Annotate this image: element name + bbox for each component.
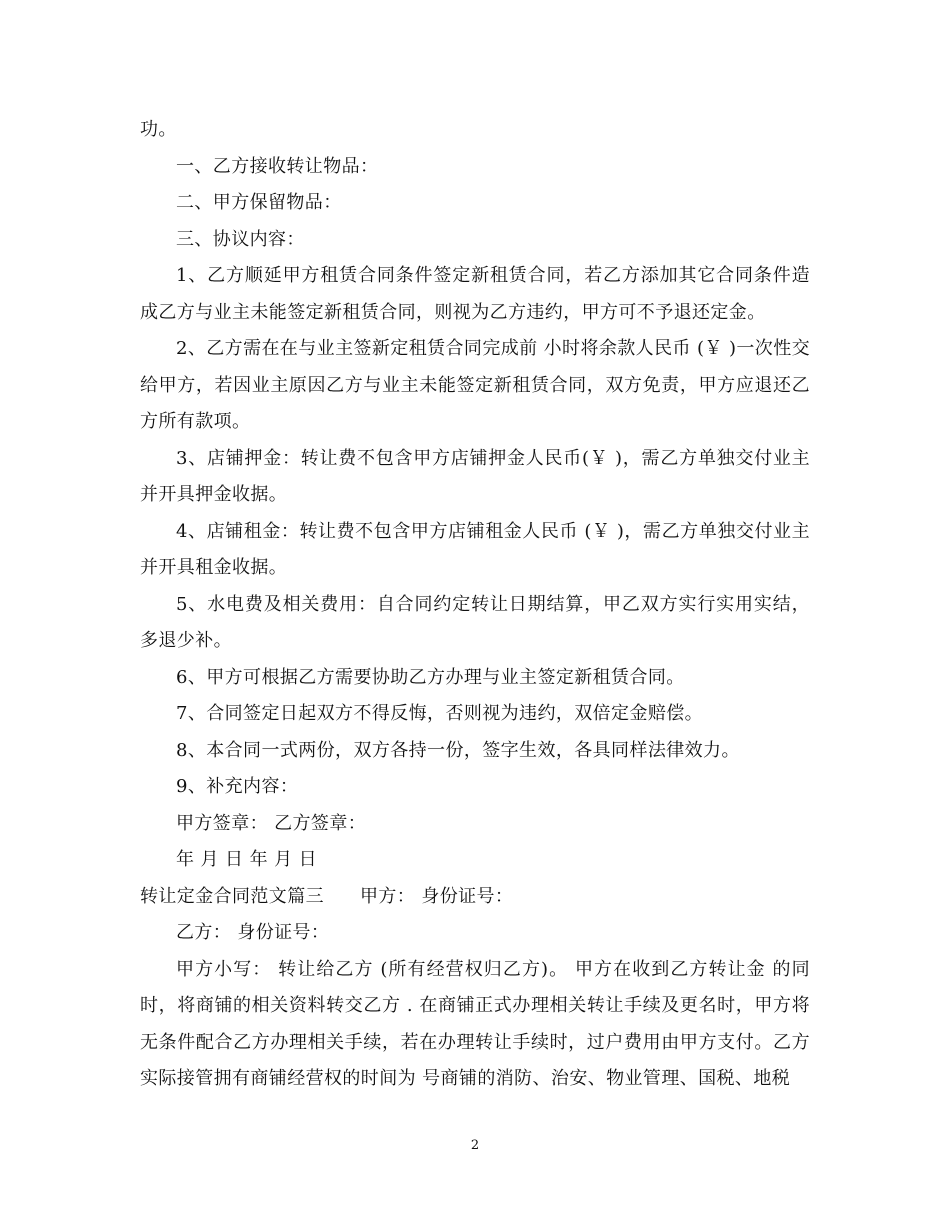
clause-4: 4、店铺租金：转让费不包含甲方店铺租金人民币 (￥ )，需乙方单独交付业主并开具租金收据。: [140, 520, 810, 578]
page-number: 2: [470, 1138, 480, 1153]
paragraph-continuation: 功。: [140, 119, 177, 140]
signature-line: 甲方签章： 乙方签章：: [176, 812, 367, 834]
clause-8: 8、本合同一式两份，双方各持一份，签字生效，各具同样法律效力。: [176, 739, 740, 761]
paragraph-retained-items: 二、甲方保留物品：: [176, 192, 342, 213]
clause-5: 5、水电费及相关费用：自合同约定转让日期结算，甲乙双方实行实用实结，多退少补。: [140, 593, 810, 651]
section-title-line: [140, 879, 810, 916]
clause-3: 3、店铺押金：转让费不包含甲方店铺押金人民币(￥ )，需乙方单独交付业主并开具押金收据。: [140, 447, 810, 505]
document-body: [140, 112, 810, 1098]
transfer-paragraph: 甲方小写： 转让给乙方 (所有经营权归乙方)。 甲方在收到乙方转让金 的同时，将商铺的相关资料转交乙方 . 在商铺正式办理相关转让手续及更名时，甲方将无条件配合乙方办理相关手续，若在办理转让手续时，过户费用由甲方支付。乙方实际接管拥有商铺经营权的时间为 号商铺的消防、治安、物业管理、国税、地税: [140, 958, 810, 1089]
date-line: 年 月 日 年 月 日: [176, 849, 318, 870]
section-title: 转让定金合同范文篇三: [140, 885, 324, 907]
clause-7: 7、合同签定日起双方不得反悔，否则视为违约，双倍定金赔偿。: [176, 703, 704, 724]
clause-6: 6、甲方可根据乙方需要协助乙方办理与业主签定新租赁合同。: [176, 666, 685, 688]
party-b-id-line: 乙方： 身份证号：: [176, 922, 330, 943]
paragraph-agreement-heading: 三、协议内容：: [176, 228, 305, 250]
party-a-id-line: 甲方： 身份证号：: [360, 885, 514, 907]
clause-1: 1、乙方顺延甲方租赁合同条件签定新租赁合同，若乙方添加其它合同条件造成乙方与业主未能签定新租赁合同，则视为乙方违约，甲方可不予退还定金。: [140, 265, 810, 323]
clause-9: 9、补充内容：: [176, 776, 299, 797]
paragraph-transfer-items: 一、乙方接收转让物品：: [176, 155, 379, 177]
clause-2: 2、乙方需在在与业主签新定租赁合同完成前 小时将余款人民币 (￥ )一次性交给甲方，若因业主原因乙方与业主未能签定新租赁合同，双方免责，甲方应退还乙方所有款项。: [140, 338, 810, 432]
